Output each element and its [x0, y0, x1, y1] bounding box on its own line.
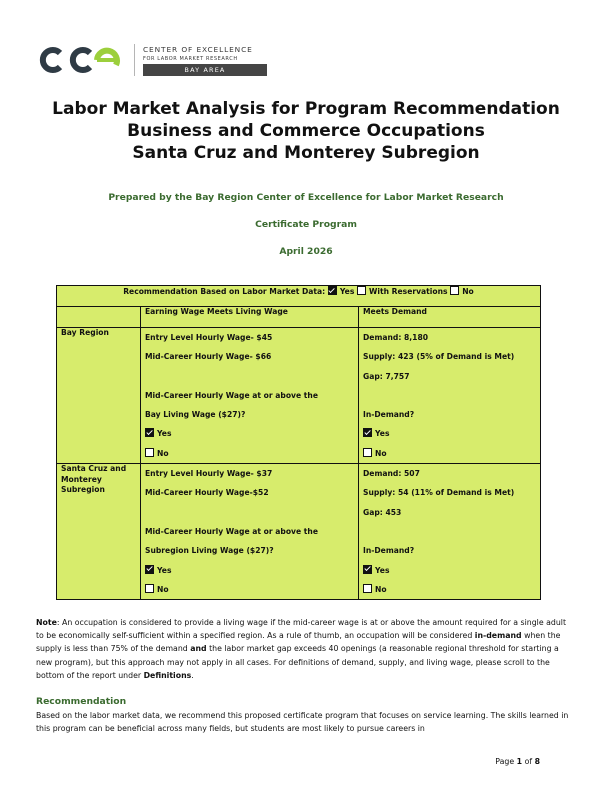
wage-no-option: [145, 444, 354, 463]
labor-market-table: [56, 285, 541, 600]
entry-wage: Entry Level Hourly Wage- $45: [145, 333, 273, 342]
table-row: [57, 328, 541, 464]
wage-column-header: Earning Wage Meets Living Wage: [141, 307, 359, 328]
checkbox-recommend-reservations: [357, 286, 366, 295]
report-title: [0, 98, 612, 164]
recommend-no-label: No: [462, 287, 474, 296]
recommend-yes-label: Yes: [339, 287, 355, 296]
note-text-2: when the supply is less than 75% of the demand: [36, 631, 561, 654]
current-page: 1: [516, 757, 523, 766]
demand-yes-label: Yes: [375, 429, 390, 439]
report-date: April 2026: [279, 246, 333, 257]
demand-value: Demand: 8,180: [363, 333, 429, 342]
wage-cell-bay: [141, 328, 359, 464]
recommendation-label: Recommendation Based on Labor Market Data:: [123, 287, 326, 296]
mid-wage: Mid-Career Hourly Wage- $66: [145, 352, 272, 362]
entry-wage: Entry Level Hourly Wage- $37: [145, 469, 273, 479]
coe-logo: [36, 44, 267, 76]
program-type: Certificate Program: [255, 219, 357, 230]
title-line1: Labor Market Analysis for Program Recommendation: [52, 99, 560, 119]
page-number: [495, 757, 540, 766]
note-label: Note: [36, 618, 57, 627]
checkbox-empty-icon: [363, 584, 372, 593]
demand-no-label: No: [375, 584, 387, 594]
demand-no-option: [363, 580, 536, 599]
logo-text: [143, 45, 267, 76]
recommendation-body: Based on the labor market data, we recommend this proposed certificate program that focuses on service learning. The skills learned in this program can be beneficial across many fields, but students are most likely to pursue careers in: [36, 711, 569, 734]
wage-no-label: No: [157, 584, 169, 594]
wage-yes-option: [145, 424, 354, 443]
demand-yes-label: Yes: [375, 565, 390, 575]
region-header-cell: [57, 307, 141, 328]
spacer: [145, 367, 354, 386]
page-word: Page: [495, 757, 515, 766]
spacer: [145, 503, 354, 522]
checkbox-checked-icon: [145, 428, 154, 437]
region-bay: Bay Region: [57, 328, 141, 464]
checkbox-recommend-yes: [328, 286, 337, 295]
wage-cell-subregion: [141, 464, 359, 600]
title-line2: Business and Commerce Occupations: [127, 121, 485, 141]
checkbox-checked-icon: [363, 428, 372, 437]
note-definitions: Definitions: [143, 670, 192, 680]
checkbox-recommend-no: [450, 286, 459, 295]
demand-no-label: No: [375, 448, 387, 458]
total-pages: 8: [534, 757, 540, 766]
living-wage-question: Mid-Career Hourly Wage at or above the: [145, 526, 318, 536]
logo-divider: [134, 44, 135, 76]
coe-logo-mark: [36, 46, 128, 74]
checkbox-empty-icon: [363, 448, 372, 457]
note-text-4: .: [191, 670, 194, 680]
living-wage-question-cont: Subregion Living Wage ($27)?: [145, 546, 274, 556]
living-wage-question: Mid-Career Hourly Wage at or above the: [145, 390, 318, 400]
supply-value: Supply: 423 (5% of Demand is Met): [363, 352, 515, 362]
demand-no-option: [363, 444, 536, 463]
spacer: [363, 522, 536, 541]
checkbox-empty-icon: [145, 584, 154, 593]
note-text-3: the labor market gap exceeds 40 openings (a reasonable regional threshold for starting a new program), but this approach may not apply in all cases. For definitions of demand, supply, and living wage, please scroll to the bottom of the report under: [36, 644, 559, 680]
gap-value: Gap: 7,757: [363, 371, 410, 381]
recommend-reservations-label: With Reservations: [369, 287, 448, 296]
recommendation-cell: [57, 286, 541, 307]
demand-value: Demand: 507: [363, 469, 420, 479]
wage-yes-label: Yes: [157, 565, 172, 575]
recommendation-heading: Recommendation: [36, 696, 127, 707]
column-header-row: [57, 307, 541, 328]
table-row: [57, 464, 541, 600]
gap-value: Gap: 453: [363, 507, 402, 517]
supply-value: Supply: 54 (11% of Demand is Met): [363, 488, 515, 498]
prepared-by: Prepared by the Bay Region Center of Excellence for Labor Market Research: [108, 192, 504, 203]
note-and: and: [190, 644, 207, 654]
logo-line3: BAY AREA: [143, 64, 267, 76]
title-line3: Santa Cruz and Monterey Subregion: [132, 143, 480, 163]
note-paragraph: [36, 616, 576, 682]
wage-no-label: No: [157, 448, 169, 458]
checkbox-empty-icon: [145, 448, 154, 457]
demand-column-header: Meets Demand: [359, 307, 541, 328]
of-word: of: [524, 757, 533, 766]
note-in-demand: in-demand: [474, 631, 522, 641]
living-wage-question-cont: Bay Living Wage ($27)?: [145, 410, 246, 420]
mid-wage: Mid-Career Hourly Wage-$52: [145, 488, 269, 498]
logo-line2: FOR LABOR MARKET RESEARCH: [143, 55, 238, 62]
demand-yes-option: [363, 561, 536, 580]
region-subregion: Santa Cruz and Monterey Subregion: [57, 464, 141, 600]
wage-yes-option: [145, 561, 354, 580]
recommendation-row: [57, 286, 541, 307]
checkbox-checked-icon: [363, 565, 372, 574]
logo-line1: CENTER OF EXCELLENCE: [143, 44, 253, 54]
in-demand-question: In-Demand?: [363, 546, 415, 556]
demand-cell-bay: [359, 328, 541, 464]
wage-no-option: [145, 580, 354, 599]
spacer: [363, 386, 536, 405]
wage-yes-label: Yes: [157, 429, 172, 439]
demand-cell-subregion: [359, 464, 541, 600]
demand-yes-option: [363, 424, 536, 443]
note-text-1: : An occupation is considered to provide a living wage if the mid-career wage is at or above the amount required for a single adult to be economically self-sufficient within a specified region. As a rule of thumb, an occupation will be considered: [36, 618, 567, 641]
in-demand-question: In-Demand?: [363, 410, 415, 420]
checkbox-checked-icon: [145, 565, 154, 574]
